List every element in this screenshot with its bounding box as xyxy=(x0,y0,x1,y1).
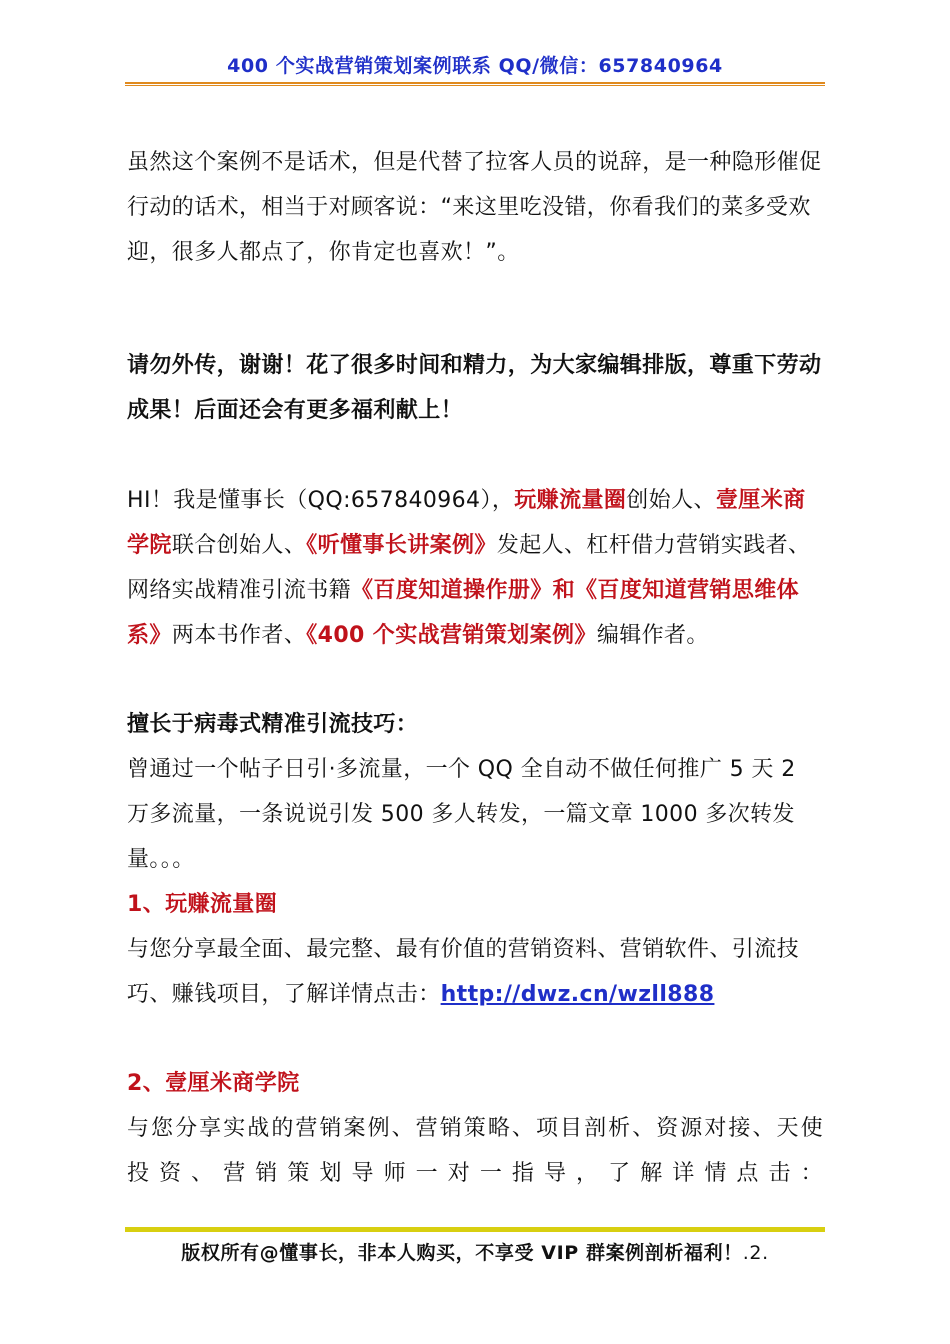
brand-wanzhuan: 玩赚流量圈 xyxy=(514,488,627,513)
intro-text-1: HI！我是懂事长（QQ:657840964）， xyxy=(127,488,515,513)
page-footer xyxy=(125,1240,825,1266)
page-number: .2. xyxy=(742,1242,769,1264)
section1-body xyxy=(127,927,823,1017)
section1-text: 与您分享最全面、最完整、最有价值的营销资料、营销软件、引流技巧、赚钱项目，了解详情点击： xyxy=(127,937,800,1007)
paragraph-notice: 请勿外传，谢谢！花了很多时间和精力，为大家编辑排版，尊重下劳动成果！后面还会有更多福利献上！ xyxy=(127,353,822,423)
intro-text-5: 两本书作者、 xyxy=(171,623,307,648)
intro-text-2: 创始人、 xyxy=(626,488,716,513)
brand-yilimi: 壹厘米商学院 xyxy=(127,488,806,558)
section1-title: 1、玩赚流量圈 xyxy=(127,892,278,917)
book-400-cases: 《400 个实战营销策划案例》 xyxy=(306,623,597,648)
intro-text-3: 联合创始人、 xyxy=(171,533,307,558)
footer-copyright: 版权所有@懂事长，非本人购买，不享受 VIP 群案例剖析福利！ xyxy=(181,1242,743,1264)
section2-title: 2、壹厘米商学院 xyxy=(127,1071,300,1096)
paragraph-case-note: 虽然这个案例不是话术，但是代替了拉客人员的说辞，是一种隐形催促行动的话术，相当于对顾客说：“来这里吃没错，你看我们的菜多受欢迎，很多人都点了，你肯定也喜欢！”。 xyxy=(127,150,822,265)
header-rule xyxy=(125,82,825,86)
page-header: 400 个实战营销策划案例联系 QQ/微信：657840964 xyxy=(227,55,723,77)
book-titles: 《百度知道操作册》和《百度知道营销思维体系》 xyxy=(127,578,800,648)
brand-tingdongshizhang: 《听懂事长讲案例》 xyxy=(306,533,497,558)
footer-rule xyxy=(125,1227,825,1232)
intro-text-6: 编辑作者。 xyxy=(596,623,709,648)
paragraph-intro xyxy=(127,478,823,658)
intro-text-4: 发起人、杠杆借力营销实践者、网络实战精准引流书籍 xyxy=(127,533,811,603)
section2-line1: 与您分享实战的营销案例、营销策略、项目剖析、资源对接、天使 xyxy=(127,1116,823,1141)
section1-link[interactable]: http://dwz.cn/wzll888 xyxy=(440,982,715,1007)
section2-line2: 投资、营销策划导师一对一指导，了解详情点击： xyxy=(127,1161,823,1186)
skills-body: 曾通过一个帖子日引·多流量，一个 QQ 全自动不做任何推广 5 天 2 万多流量，一条说说引发 500 多人转发，一篇文章 1000 多次转发量。。。 xyxy=(127,757,796,872)
document-body xyxy=(127,140,823,1196)
skills-heading: 擅长于病毒式精准引流技巧： xyxy=(127,712,419,737)
